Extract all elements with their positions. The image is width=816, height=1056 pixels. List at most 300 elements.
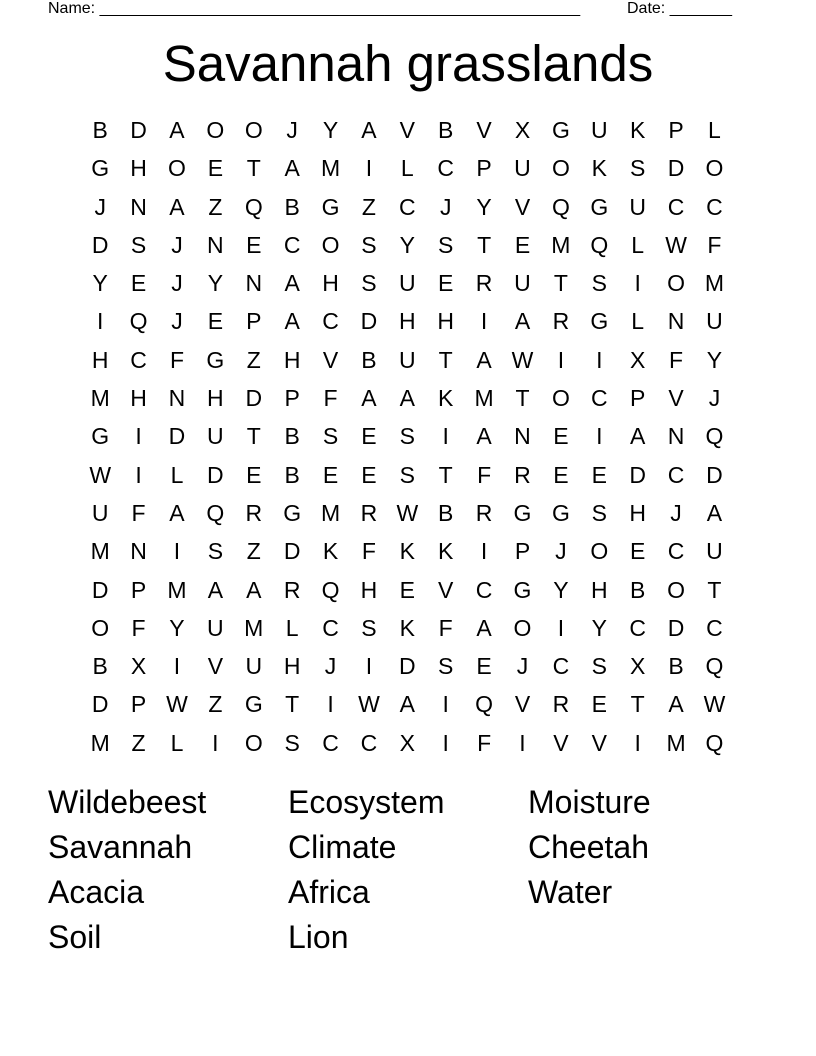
grid-letter: X — [399, 729, 415, 756]
grid-letter: S — [591, 270, 607, 297]
grid-letter: S — [629, 155, 646, 182]
grid-letter: G — [590, 193, 609, 220]
grid-letter: J — [171, 270, 183, 297]
grid-letter: A — [361, 117, 377, 143]
grid-letter: E — [207, 308, 224, 335]
grid-letter: C — [667, 461, 685, 488]
grid-letter: H — [322, 270, 339, 297]
grid-letter: A — [169, 193, 185, 220]
grid-letter: C — [399, 193, 416, 220]
grid-letter: B — [668, 653, 684, 680]
grid-letter: C — [130, 346, 147, 373]
grid-letter: M — [90, 729, 110, 756]
grid-letter: W — [396, 499, 419, 526]
grid-letter: Y — [399, 231, 415, 258]
grid-letter: Y — [207, 270, 224, 297]
grid-letter: M — [167, 576, 187, 603]
grid-letter: U — [245, 653, 263, 680]
grid-letter: X — [629, 653, 646, 680]
grid-letter: J — [670, 499, 682, 526]
grid-letter: V — [514, 193, 531, 220]
grid-letter: U — [514, 155, 531, 182]
grid-letter: B — [438, 117, 454, 143]
grid-letter: A — [361, 385, 377, 412]
grid-letter: C — [667, 538, 685, 565]
grid-letter: Y — [322, 117, 339, 143]
grid-letter: H — [590, 576, 608, 603]
grid-letter: S — [438, 231, 454, 258]
grid-letter: D — [667, 155, 685, 182]
grid-letter: T — [438, 346, 453, 373]
grid-letter: T — [630, 691, 645, 718]
grid-letter: F — [669, 346, 684, 373]
grid-letter: G — [244, 691, 263, 718]
word-list-item: Moisture — [528, 784, 651, 820]
grid-letter: K — [322, 538, 339, 565]
grid-letter: K — [399, 538, 415, 565]
grid-letter: T — [285, 691, 300, 718]
grid-letter: Q — [590, 231, 609, 258]
grid-letter: B — [284, 461, 300, 488]
grid-letter: R — [514, 461, 531, 488]
grid-letter: I — [596, 423, 603, 450]
grid-letter: E — [207, 155, 224, 182]
grid-letter: C — [667, 193, 685, 220]
grid-letter: F — [323, 385, 338, 412]
grid-letter: S — [322, 423, 339, 450]
grid-letter: J — [171, 231, 183, 258]
grid-letter: E — [553, 461, 569, 488]
grid-letter: F — [707, 231, 722, 258]
word-list-item: Savannah — [48, 829, 193, 865]
grid-letter: M — [666, 729, 686, 756]
grid-letter: D — [706, 461, 723, 488]
grid-letter: J — [286, 117, 298, 143]
grid-letter: H — [91, 346, 109, 373]
grid-letter: V — [514, 691, 531, 718]
word-list-item: Wildebeest — [48, 784, 207, 820]
grid-letter: I — [596, 346, 603, 373]
grid-letter: S — [130, 231, 147, 258]
grid-letter: Q — [705, 423, 724, 450]
grid-letter: D — [399, 653, 416, 680]
grid-letter: I — [442, 729, 449, 756]
grid-letter: I — [480, 538, 488, 565]
grid-letter: I — [365, 155, 373, 182]
grid-letter: O — [551, 155, 570, 182]
grid-letter: C — [283, 231, 301, 258]
grid-letter: M — [244, 614, 264, 641]
grid-letter: P — [668, 117, 684, 143]
grid-letter: J — [516, 653, 529, 680]
grid-letter: L — [631, 231, 645, 258]
grid-letter: O — [513, 614, 532, 641]
grid-letter: X — [629, 346, 646, 373]
grid-letter: Q — [129, 308, 148, 335]
grid-letter: I — [557, 346, 565, 373]
word-list-item: Ecosystem — [288, 784, 445, 820]
grid-letter: R — [475, 499, 493, 526]
grid-letter: D — [667, 614, 685, 641]
grid-letter: U — [590, 117, 608, 143]
grid-letter: F — [131, 614, 146, 641]
grid-letter: K — [438, 538, 454, 565]
grid-letter: T — [515, 385, 530, 412]
grid-letter: N — [514, 423, 531, 450]
grid-letter: I — [442, 691, 449, 718]
grid-letter: I — [135, 461, 142, 488]
grid-letter: U — [629, 193, 646, 220]
grid-letter: J — [94, 193, 106, 220]
grid-letter: A — [207, 576, 224, 603]
word-list-item: Acacia — [48, 874, 145, 910]
grid-letter: V — [438, 576, 454, 603]
grid-letter: H — [437, 308, 455, 335]
grid-letter: I — [519, 729, 526, 756]
grid-letter: R — [552, 691, 570, 718]
grid-letter: N — [168, 385, 186, 412]
grid-letter: W — [358, 691, 380, 718]
grid-letter: O — [667, 270, 685, 297]
grid-letter: P — [629, 385, 646, 412]
grid-letter: C — [706, 193, 723, 220]
grid-letter: K — [438, 385, 454, 412]
grid-letter: A — [706, 499, 723, 526]
word-list-item: Soil — [48, 919, 102, 955]
grid-letter: A — [169, 499, 185, 526]
grid-letter: V — [553, 729, 569, 756]
grid-letter: F — [477, 461, 492, 488]
grid-letter: S — [438, 653, 454, 680]
grid-letter: D — [130, 117, 147, 143]
word-list-item: Water — [528, 874, 613, 910]
grid-letter: J — [708, 385, 721, 412]
grid-letter: O — [244, 117, 263, 143]
grid-letter: H — [283, 346, 301, 373]
grid-letter: E — [438, 270, 454, 297]
grid-letter: M — [320, 499, 341, 526]
grid-letter: E — [246, 231, 262, 258]
grid-letter: O — [705, 155, 724, 182]
grid-letter: W — [665, 231, 687, 258]
word-list — [48, 780, 768, 960]
grid-letter: C — [360, 729, 378, 756]
grid-letter: C — [437, 155, 455, 182]
grid-letter: V — [399, 117, 415, 143]
grid-letter: J — [324, 653, 337, 680]
grid-letter: Q — [705, 729, 724, 756]
grid-letter: B — [284, 423, 300, 450]
grid-letter: D — [283, 538, 301, 565]
grid-letter: E — [591, 461, 607, 488]
grid-letter: P — [130, 691, 147, 718]
grid-letter: Z — [246, 346, 261, 373]
page-title: Savannah grasslands — [162, 35, 654, 92]
grid-letter: I — [557, 614, 565, 641]
grid-letter: B — [438, 499, 454, 526]
grid-letter: C — [706, 614, 723, 641]
grid-letter: U — [207, 614, 224, 641]
grid-letter: Q — [244, 193, 263, 220]
word-list-item: Lion — [288, 919, 349, 955]
grid-letter: E — [399, 576, 415, 603]
grid-letter: E — [361, 461, 377, 488]
grid-letter: X — [130, 653, 147, 680]
grid-letter: G — [551, 117, 570, 143]
grid-letter: S — [361, 270, 377, 297]
grid-letter: R — [283, 576, 301, 603]
grid-letter: G — [206, 346, 225, 373]
grid-letter: P — [130, 576, 147, 603]
grid-letter: I — [365, 653, 373, 680]
grid-letter: I — [634, 270, 641, 297]
grid-letter: G — [590, 308, 609, 335]
grid-letter: M — [551, 231, 571, 258]
grid-letter: L — [170, 461, 184, 488]
grid-letter: B — [361, 346, 377, 373]
grid-letter: A — [476, 614, 492, 641]
grid-letter: U — [706, 538, 723, 565]
grid-letter: U — [399, 270, 416, 297]
grid-letter: G — [513, 576, 532, 603]
grid-letter: S — [284, 729, 300, 756]
grid-letter: B — [284, 193, 300, 220]
grid-letter: T — [438, 461, 453, 488]
grid-letter: L — [400, 155, 414, 182]
grid-letter: U — [399, 346, 416, 373]
grid-letter: H — [360, 576, 378, 603]
grid-letter: I — [173, 538, 181, 565]
grid-letter: N — [207, 231, 224, 258]
grid-letter: C — [322, 614, 339, 641]
grid-letter: W — [703, 691, 726, 718]
grid-letter: Q — [206, 499, 225, 526]
grid-letter: O — [321, 231, 340, 258]
grid-letter: I — [327, 691, 334, 718]
grid-letter: M — [90, 385, 110, 412]
grid-letter: G — [91, 155, 110, 182]
grid-letter: A — [284, 270, 300, 297]
grid-letter: O — [91, 614, 110, 641]
grid-letter: F — [169, 346, 184, 373]
grid-letter: D — [245, 385, 263, 412]
grid-letter: L — [285, 614, 299, 641]
grid-letter: A — [514, 308, 531, 335]
grid-letter: H — [283, 653, 301, 680]
grid-letter: J — [171, 308, 183, 335]
grid-letter: D — [207, 461, 224, 488]
grid-letter: O — [590, 538, 609, 565]
grid-letter: B — [92, 117, 108, 143]
grid-letter: I — [135, 423, 142, 450]
grid-letter: S — [591, 499, 607, 526]
grid-letter: A — [284, 308, 300, 335]
grid-letter: P — [246, 308, 262, 335]
grid-letter: H — [130, 385, 147, 412]
grid-letter: O — [244, 729, 263, 756]
grid-letter: A — [169, 117, 185, 143]
grid-letter: G — [321, 193, 340, 220]
grid-letter: T — [246, 155, 261, 182]
grid-letter: C — [322, 308, 339, 335]
grid-letter: E — [130, 270, 147, 297]
grid-letter: T — [707, 576, 722, 603]
grid-letter: S — [207, 538, 224, 565]
grid-letter: A — [284, 155, 300, 182]
grid-letter: A — [246, 576, 262, 603]
grid-letter: P — [476, 155, 492, 182]
grid-letter: T — [246, 423, 261, 450]
grid-letter: E — [591, 691, 607, 718]
grid-letter: A — [399, 691, 415, 718]
grid-letter: Z — [208, 193, 223, 220]
grid-letter: D — [91, 691, 109, 718]
grid-letter: I — [480, 308, 488, 335]
grid-letter: W — [89, 461, 112, 488]
grid-letter: M — [474, 385, 494, 412]
grid-letter: Y — [476, 193, 492, 220]
grid-letter: N — [245, 270, 263, 297]
grid-letter: N — [667, 423, 685, 450]
grid-letter: L — [631, 308, 645, 335]
word-list-item: Cheetah — [528, 829, 649, 865]
grid-letter: U — [514, 270, 531, 297]
grid-letter: V — [207, 653, 224, 680]
grid-letter: H — [207, 385, 224, 412]
grid-letter: G — [551, 499, 570, 526]
grid-letter: N — [130, 193, 147, 220]
grid-letter: Y — [706, 346, 723, 373]
grid-letter: T — [553, 270, 568, 297]
grid-letter: A — [476, 346, 492, 373]
grid-letter: O — [206, 117, 225, 143]
grid-letter: Z — [361, 193, 376, 220]
grid-letter: I — [97, 308, 104, 335]
grid-letter: J — [439, 193, 452, 220]
grid-letter: H — [399, 308, 416, 335]
grid-letter: D — [91, 576, 109, 603]
grid-letter: Q — [551, 193, 570, 220]
grid-letter: E — [322, 461, 339, 488]
grid-letter: M — [320, 155, 341, 182]
grid-letter: Z — [246, 538, 261, 565]
grid-letter: D — [168, 423, 186, 450]
grid-letter: N — [667, 308, 685, 335]
grid-letter: O — [667, 576, 685, 603]
grid-letter: Z — [208, 691, 223, 718]
grid-letter: K — [399, 614, 415, 641]
grid-letter: B — [92, 653, 108, 680]
grid-letter: A — [668, 691, 684, 718]
grid-letter: A — [399, 385, 415, 412]
grid-letter: C — [590, 385, 608, 412]
grid-letter: W — [511, 346, 534, 373]
grid-letter: I — [212, 729, 219, 756]
grid-letter: Q — [321, 576, 340, 603]
word-list-item: Climate — [288, 829, 397, 865]
grid-letter: G — [91, 423, 110, 450]
grid-letter: V — [591, 729, 607, 756]
letter-grid — [81, 111, 734, 762]
grid-letter: Y — [591, 614, 607, 641]
grid-letter: Q — [705, 653, 724, 680]
grid-letter: J — [555, 538, 567, 565]
grid-letter: T — [477, 231, 492, 258]
grid-letter: E — [553, 423, 569, 450]
grid-letter: Y — [553, 576, 569, 603]
grid-letter: V — [476, 117, 492, 143]
grid-letter: E — [476, 653, 492, 680]
grid-letter: K — [591, 155, 607, 182]
grid-letter: R — [552, 308, 570, 335]
grid-letter: O — [168, 155, 186, 182]
grid-letter: V — [322, 346, 339, 373]
grid-letter: I — [442, 423, 449, 450]
grid-letter: S — [361, 231, 377, 258]
grid-letter: P — [284, 385, 300, 412]
grid-letter: E — [629, 538, 646, 565]
grid-letter: E — [514, 231, 531, 258]
grid-letter: U — [91, 499, 109, 526]
grid-letter: F — [361, 538, 376, 565]
grid-letter: A — [629, 423, 646, 450]
grid-letter: S — [399, 461, 415, 488]
grid-letter: F — [438, 614, 453, 641]
grid-letter: S — [361, 614, 377, 641]
grid-letter: U — [207, 423, 224, 450]
grid-letter: E — [246, 461, 262, 488]
grid-letter: L — [170, 729, 184, 756]
date-field[interactable]: Date: _______ — [627, 0, 732, 17]
word-list-item: Africa — [288, 874, 370, 910]
grid-letter: B — [629, 576, 646, 603]
grid-letter: F — [131, 499, 146, 526]
grid-letter: C — [322, 729, 339, 756]
grid-letter: H — [130, 155, 147, 182]
grid-letter: I — [173, 653, 181, 680]
grid-letter: D — [91, 231, 109, 258]
grid-letter: L — [708, 117, 721, 143]
grid-letter: U — [706, 308, 723, 335]
grid-letter: C — [475, 576, 493, 603]
grid-letter: R — [245, 499, 263, 526]
grid-letter: E — [361, 423, 377, 450]
grid-letter: C — [552, 653, 570, 680]
grid-letter: Z — [131, 729, 146, 756]
grid-letter: G — [513, 499, 532, 526]
grid-letter: V — [668, 385, 684, 412]
grid-letter: S — [591, 653, 607, 680]
grid-letter: A — [476, 423, 492, 450]
grid-letter: O — [551, 385, 570, 412]
grid-letter: R — [475, 270, 493, 297]
grid-letter: R — [360, 499, 378, 526]
grid-letter: N — [130, 538, 147, 565]
grid-letter: W — [166, 691, 188, 718]
grid-letter: K — [629, 117, 646, 143]
grid-letter: D — [629, 461, 646, 488]
grid-letter: H — [629, 499, 646, 526]
name-field[interactable]: Name: ______________________________________________________ — [48, 0, 581, 17]
grid-letter: I — [634, 729, 641, 756]
grid-letter: Y — [169, 614, 185, 641]
grid-letter: X — [514, 117, 531, 143]
grid-letter: G — [283, 499, 302, 526]
grid-letter: C — [629, 614, 646, 641]
grid-letter: Q — [475, 691, 494, 718]
grid-letter: Y — [92, 270, 108, 297]
grid-letter: S — [399, 423, 415, 450]
